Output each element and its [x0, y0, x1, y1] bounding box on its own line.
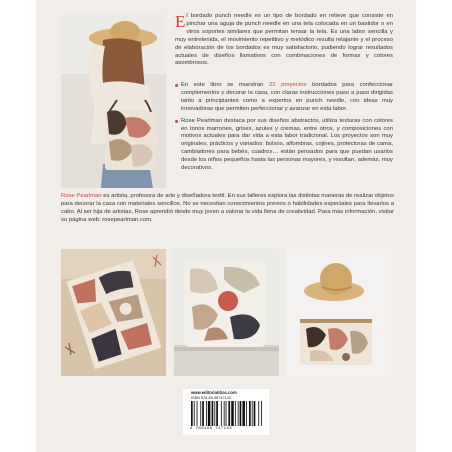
- barcode-bar: [214, 401, 215, 426]
- photo-rug: [61, 249, 166, 376]
- intro-text: l bordado punch needle es un tipo de bordado en relieve que consiste en pinchar una aguja de punch needle en una tela colocada en un bastidor o en otros soportes similares que permitan tensar la tela. Es una labor sencilla y muy entretenida, el movimiento repetitivo y metódico resulta relajante y el proceso de elaboración de los bordados es muy satisfactorio, pudiendo lograr resultados actuales de diseños llamativos con combinaciones de formas y colores asombrosos.: [175, 13, 393, 67]
- projects-count-highlight: 22 proyectos: [268, 82, 307, 88]
- barcode-bar: [224, 401, 225, 426]
- barcode-bar: [202, 401, 204, 426]
- photo-hat-and-pouch: [286, 249, 391, 376]
- barcode-bar: [258, 401, 259, 426]
- barcode-bar: [261, 401, 262, 426]
- barcode-number: 9 788498 747133: [190, 427, 233, 431]
- photo-woman-with-bag: [61, 14, 166, 188]
- publisher-website: www.editorialdrac.com: [191, 390, 237, 395]
- author-bio: [61, 193, 394, 225]
- barcode-bar: [242, 401, 245, 426]
- bullet-item-designs: [175, 118, 393, 173]
- barcode-bar: [254, 401, 256, 426]
- photo-cushion: [174, 249, 279, 376]
- barcode-bar: [212, 401, 214, 426]
- barcode-bar: [249, 401, 251, 426]
- drop-cap: E: [175, 12, 186, 31]
- barcode-bar: [226, 401, 227, 426]
- barcode-bar: [252, 401, 253, 426]
- barcode-bar: [197, 401, 198, 426]
- bullet-list: [175, 82, 393, 177]
- bullet-text: Rose Pearlman destaca por sus diseños abstractos, utiliza texturas con colores en tonos marrones, grises, azules y cremas, entre otros, y composiciones con motivos actuales para dar vida a esta labor tradicional. Los proyectos son muy originales, prácticos y variados: bolsos, alfombras, cojines, protectoras de cama, cambiadores para bebés, cuadros… están pensados para que puedan usarlos desde los niños pequeños hasta las personas mayores, y resultan, además, muy decorativos.: [181, 117, 393, 172]
- bullet-item-projects: [175, 82, 393, 114]
- barcode-bar: [200, 401, 201, 426]
- barcode-bars: [191, 401, 263, 426]
- barcode-bar: [221, 401, 222, 426]
- barcode-bar: [206, 401, 207, 426]
- barcode-bar: [231, 401, 234, 426]
- isbn-label: ISBN 978-84-98747133: [191, 396, 231, 400]
- author-text: es artista, profesora de arte y diseñadora textil. En sus talleres explora las distintas maneras de realizar objetos para decorar la casa con materiales sencillos. No se necesitan conocimientos previos o habilidades especiales para llevarlos a cabo. Al ser hija de artistas, Rose aprendió desde muy joven a valorar la vida llena de creatividad. Para más información, visitar su página web: rosepearlman.com.: [61, 193, 394, 223]
- bullet-text: bordados para confeccionar complementos y decorar la casa, con claras instrucciones paso a paso dirigidas tanto a principiantes como a expertos en punch needle, con ideas muy innovadoras que permiten perfeccionar y avanzar en esta labor.: [181, 82, 393, 112]
- barcode-bar: [191, 401, 193, 426]
- barcode-bar: [228, 401, 230, 426]
- barcode-panel: [183, 389, 269, 435]
- barcode-bar: [216, 401, 218, 426]
- barcode-bar: [246, 401, 247, 426]
- bullet-text: En este libro se muestran: [181, 82, 269, 88]
- barcode-bar: [208, 401, 211, 426]
- barcode-bar: [194, 401, 195, 426]
- barcode-bar: [235, 401, 236, 426]
- author-name: Rose Pearlman: [61, 193, 102, 199]
- barcode-bar: [240, 401, 242, 426]
- intro-paragraph: [175, 13, 393, 68]
- barcode-bar: [238, 401, 239, 426]
